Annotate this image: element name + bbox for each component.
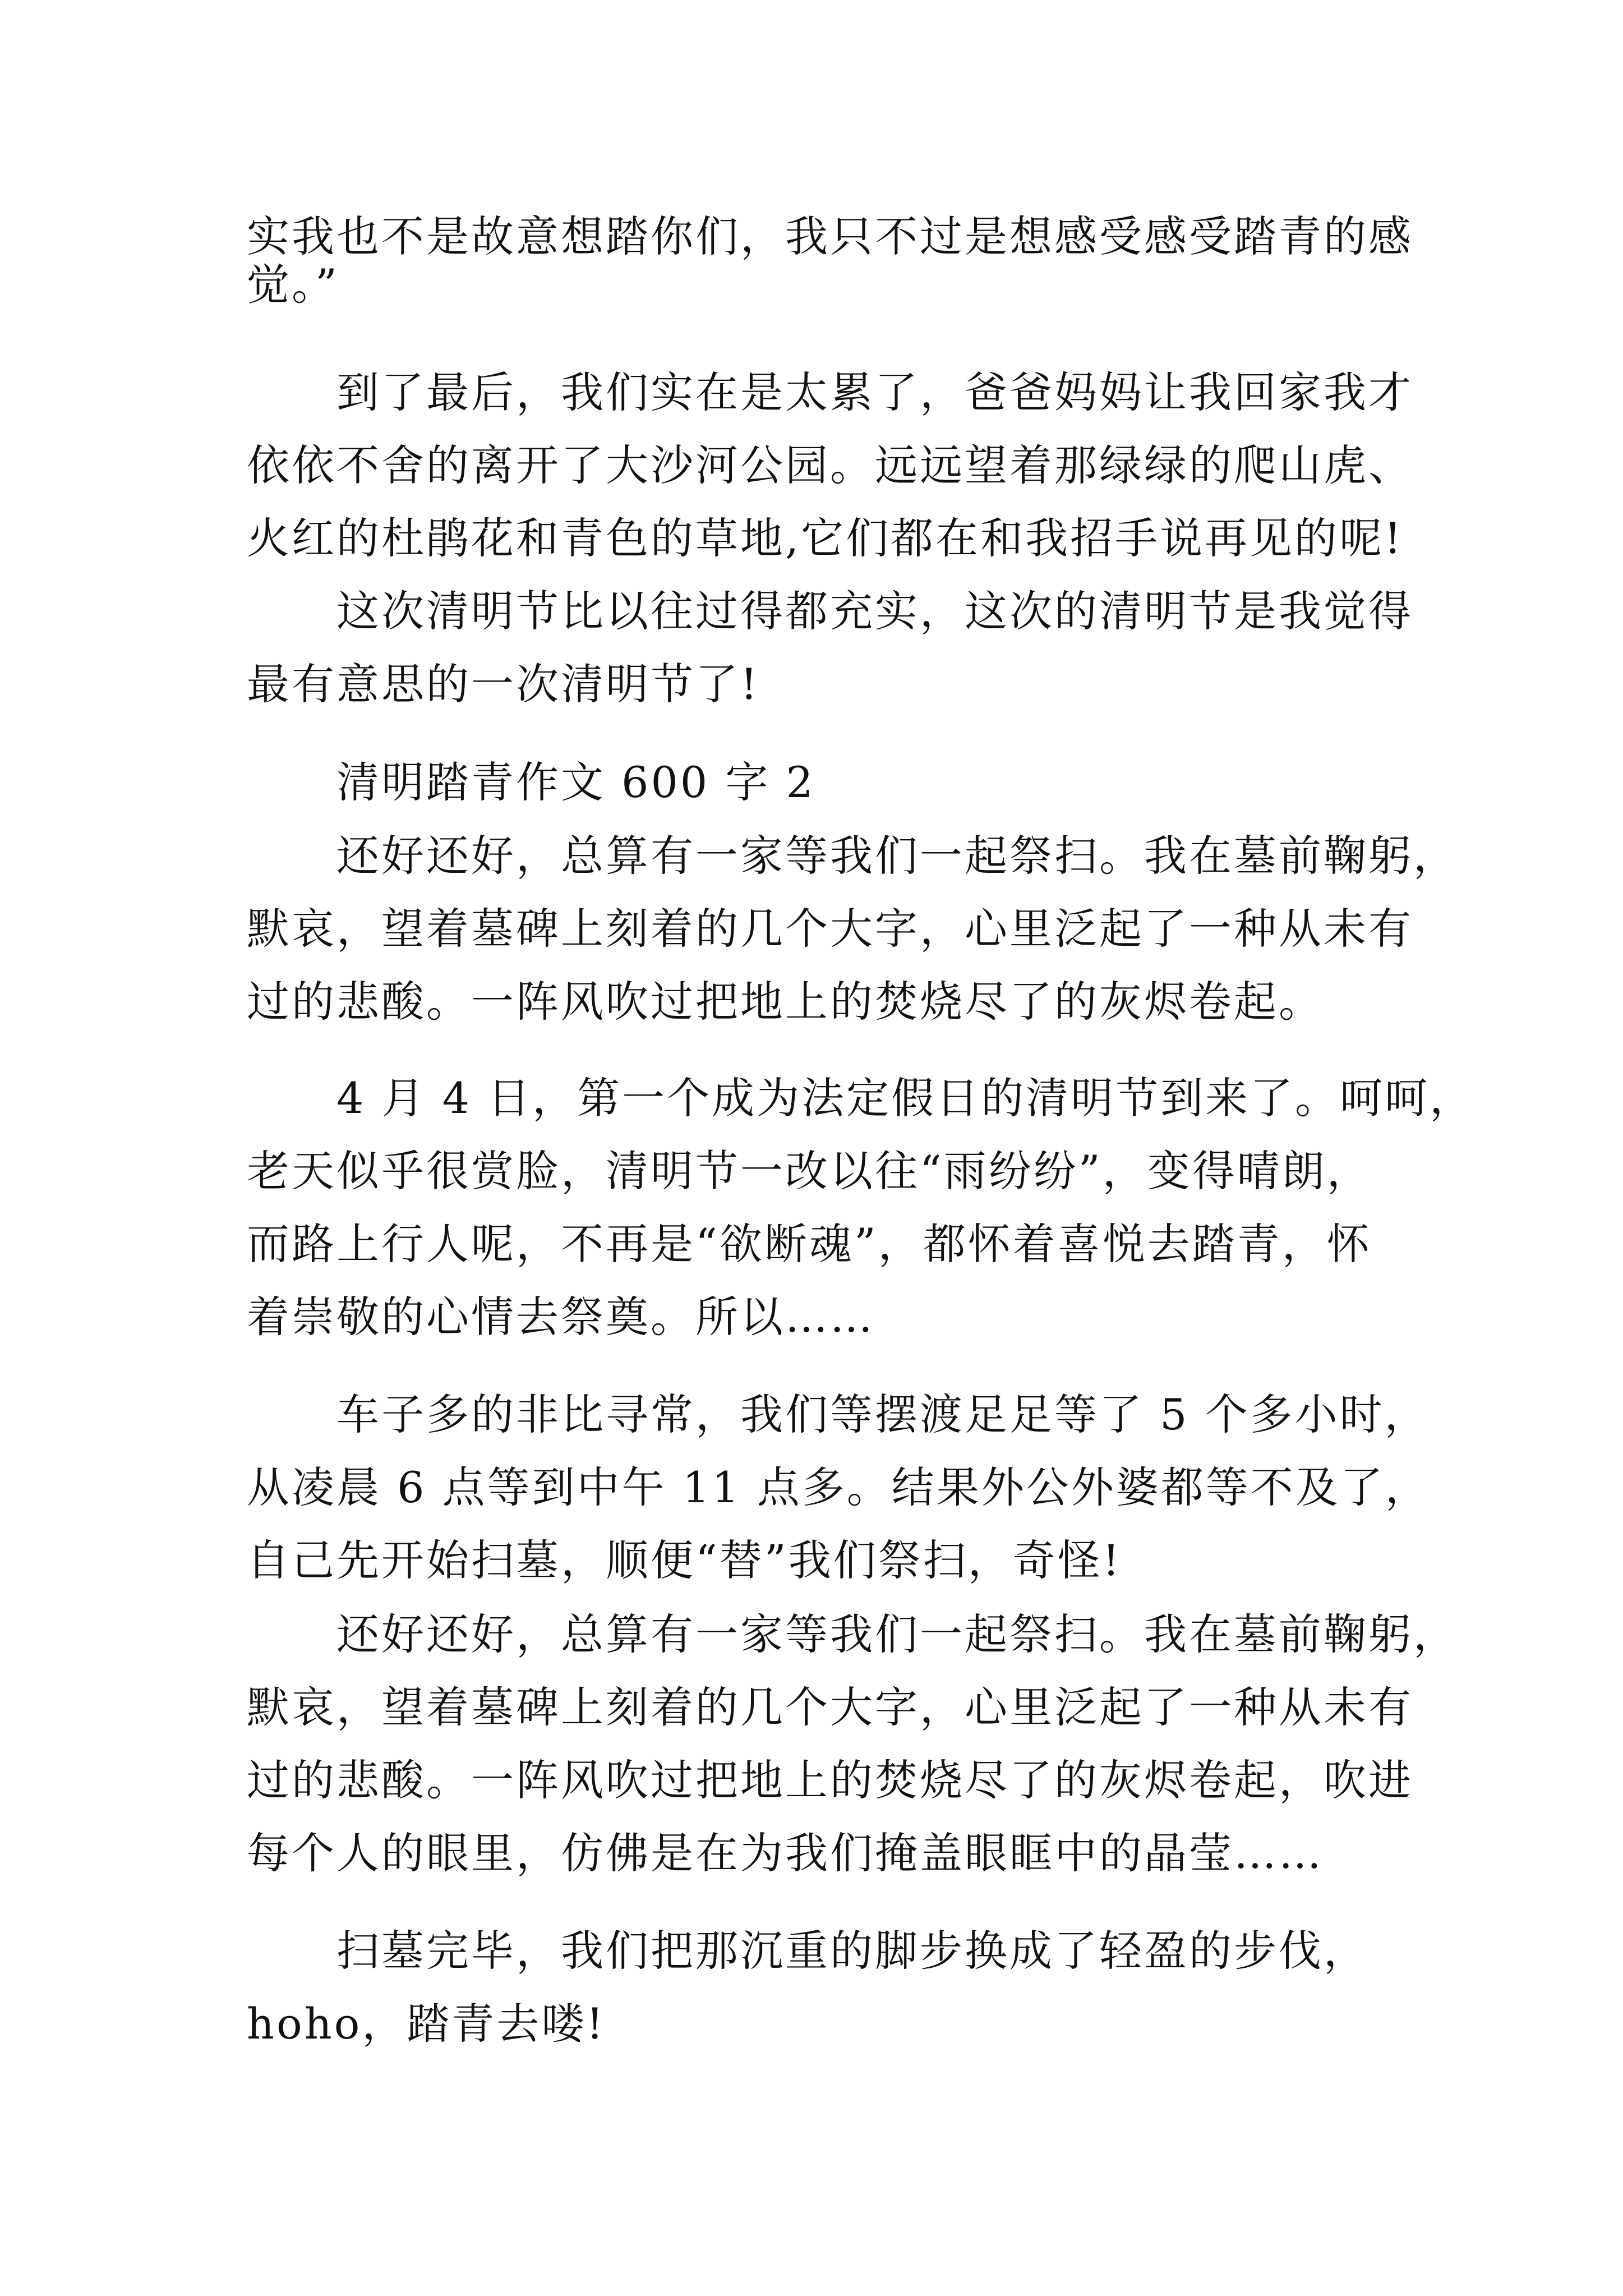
text-line-1: 实我也不是故意想踏你们，我只不过是想感受感受踏青的感 (247, 211, 1413, 261)
text-line-19: 还好还好，总算有一家等我们一起祭扫。我在墓前鞠躬， (336, 1609, 1458, 1659)
text-line-10: 默哀，望着墓碑上刻着的几个大字，心里泛起了一种从未有 (247, 904, 1413, 954)
text-line-12: 4 月 4 日，第一个成为法定假日的清明节到来了。呵呵， (336, 1073, 1475, 1123)
text-line-2: 觉。” (247, 260, 339, 310)
text-line-14: 而路上行人呢，不再是“欲断魂”，都怀着喜悦去踏青，怀 (247, 1219, 1372, 1269)
text-line-5: 火红的杜鹃花和青色的草地,它们都在和我招手说再见的呢! (247, 513, 1404, 563)
text-line-22: 每个人的眼里，仿佛是在为我们掩盖眼眶中的晶莹…… (247, 1828, 1324, 1878)
text-line-20: 默哀，望着墓碑上刻着的几个大字，心里泛起了一种从未有 (247, 1682, 1413, 1732)
text-line-15: 着崇敬的心情去祭奠。所以…… (247, 1292, 875, 1342)
text-line-17: 从凌晨 6 点等到中午 11 点多。结果外公外婆都等不及了， (247, 1462, 1430, 1512)
text-line-4: 依依不舍的离开了大沙河公园。远远望着那绿绿的爬山虎、 (247, 440, 1413, 490)
text-line-6: 这次清明节比以往过得都充实，这次的清明节是我觉得 (336, 586, 1413, 636)
text-line-9: 还好还好，总算有一家等我们一起祭扫。我在墓前鞠躬， (336, 831, 1458, 881)
text-line-23: 扫墓完毕，我们把那沉重的脚步换成了轻盈的步伐， (336, 1926, 1368, 1976)
text-line-7: 最有意思的一次清明节了! (247, 659, 760, 709)
text-line-13: 老天似乎很赏脸，清明节一改以往“雨纷纷”，变得晴朗， (247, 1146, 1372, 1196)
text-line-24: hoho，踏青去喽! (247, 1999, 606, 2049)
text-line-21: 过的悲酸。一阵风吹过把地上的焚烧尽了的灰烬卷起，吹进 (247, 1755, 1413, 1805)
text-line-3: 到了最后，我们实在是太累了，爸爸妈妈让我回家我才 (336, 367, 1413, 417)
section-heading: 清明踏青作文 600 字 2 (336, 757, 815, 807)
text-line-18: 自己先开始扫墓，顺便“替”我们祭扫，奇怪! (247, 1535, 1122, 1585)
text-line-16: 车子多的非比寻常，我们等摆渡足足等了 5 个多小时， (336, 1389, 1430, 1439)
text-line-11: 过的悲酸。一阵风吹过把地上的焚烧尽了的灰烬卷起。 (247, 977, 1324, 1027)
